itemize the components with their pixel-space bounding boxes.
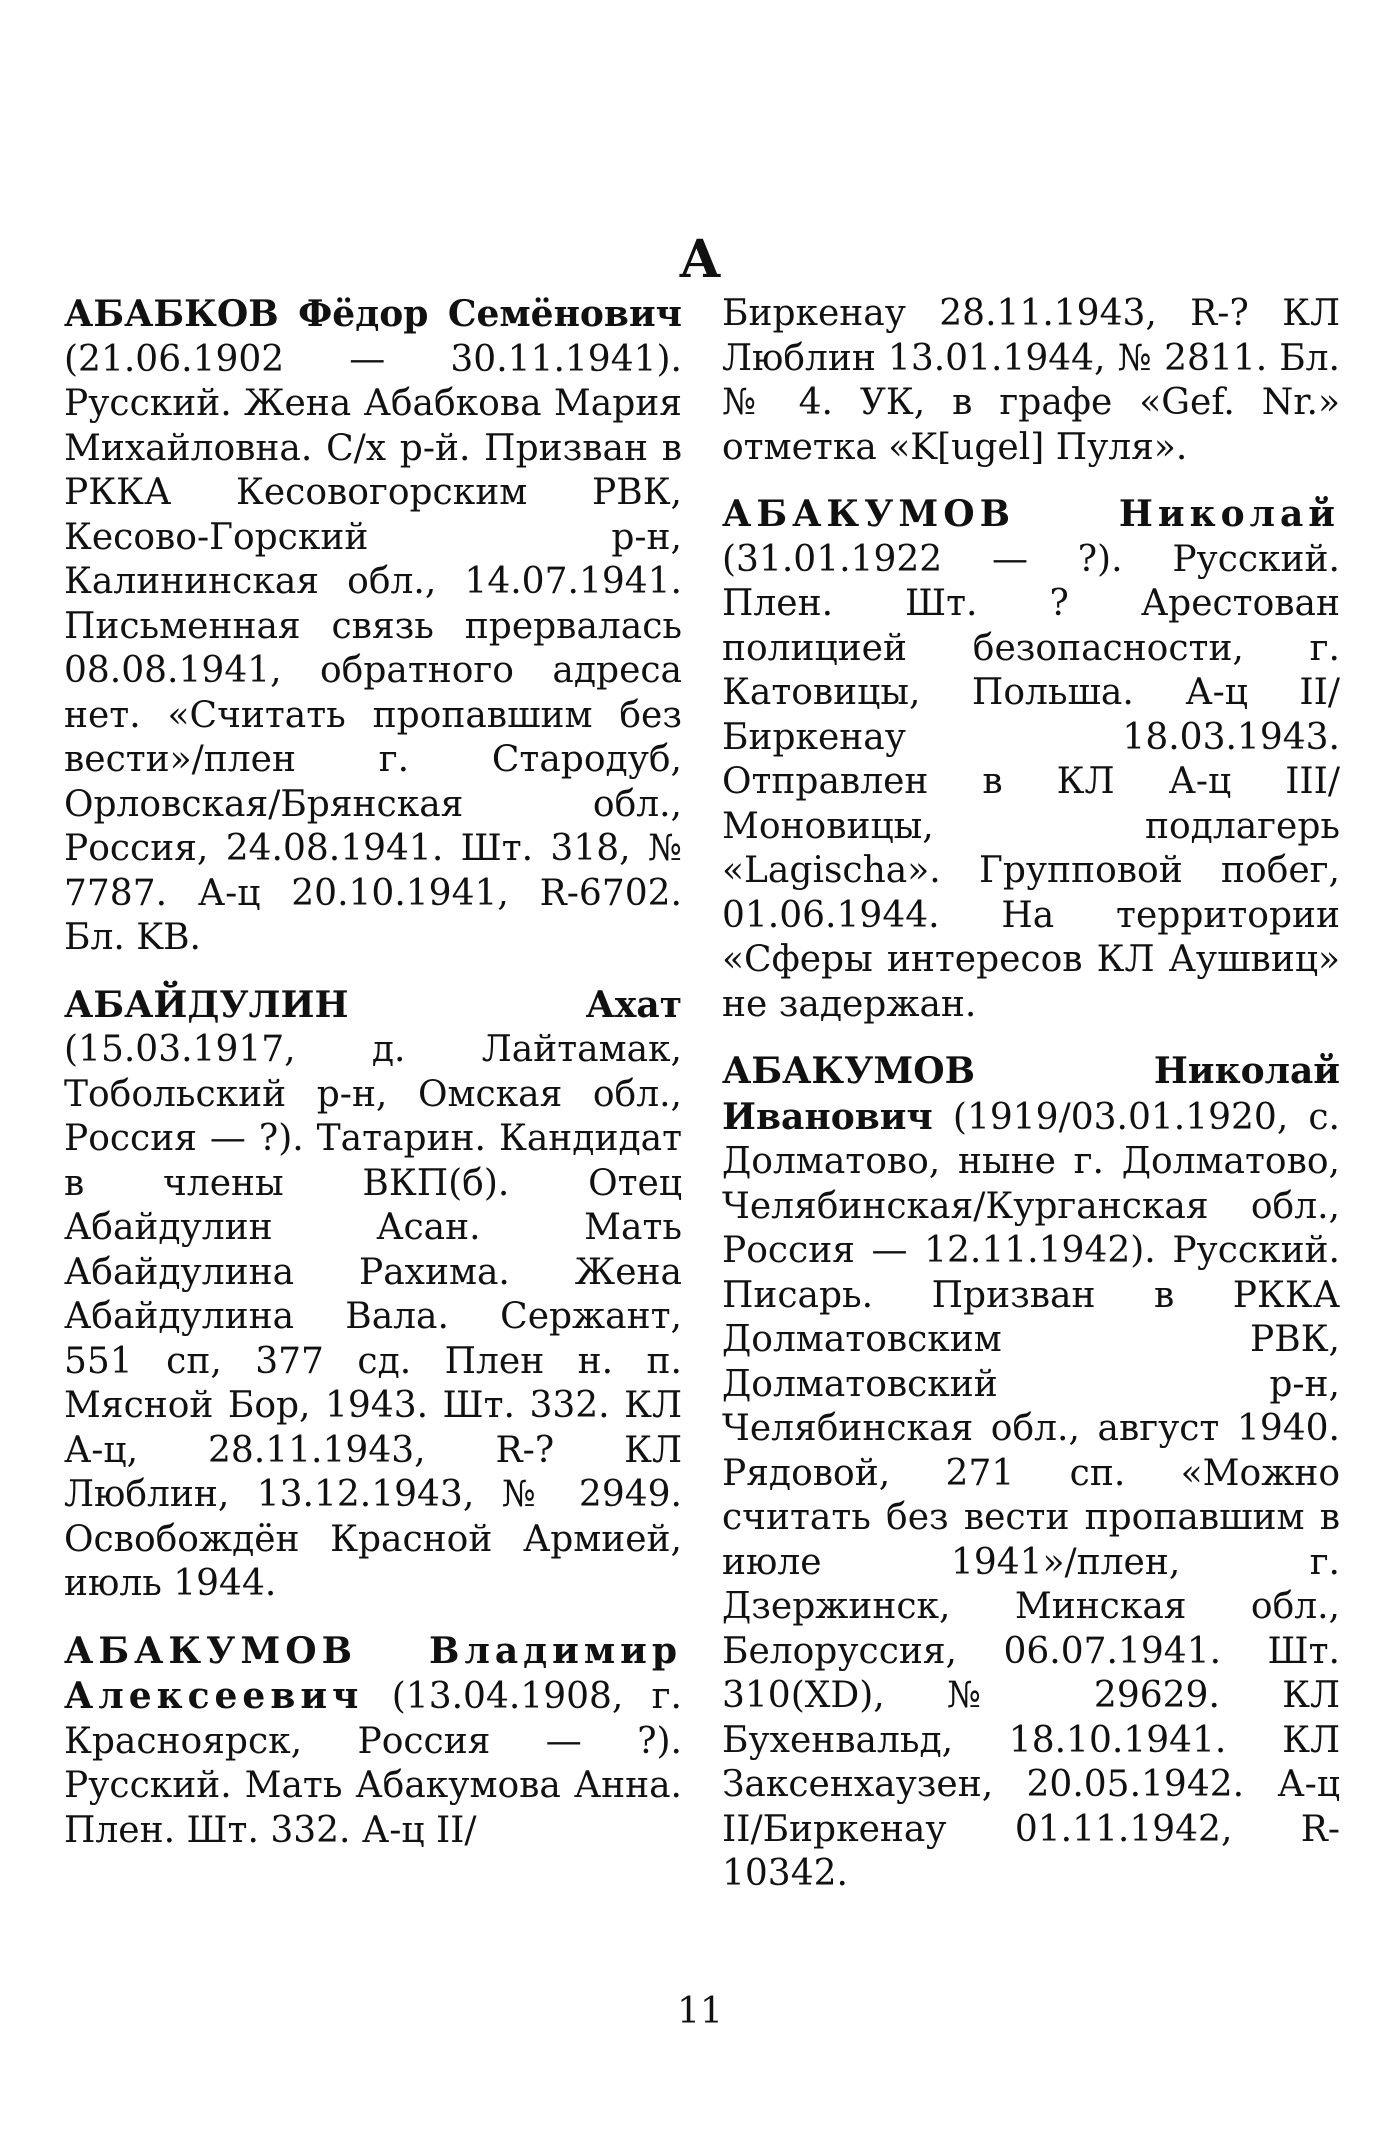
entry-text: Биркенау 28.11.1943, R-? КЛ Люблин 13.01.1944, № 2811. Бл. № 4. УК, в графе «Gef. Nr.» отметка «K[ugel] Пуля». [722, 293, 1340, 468]
entry-abakumov-nikolay [722, 492, 1340, 1027]
entry-name: АБАБКОВ Фёдор Семёнович [64, 293, 682, 335]
entry-text: (15.03.1917, д. Лайтамак, Тобольский р-н, Омская обл., Россия — ?). Татарин. Кандидат в члены ВКП(б). Отец Абайдулин Асан. Мать Абайдулина Рахима. Жена Абайдулина Вала. Сержант, 551 сп, 377 сд. Плен н. п. Мясной Бор, 1943. Шт. 332. КЛ А-ц, 28.11.1943, R-? КЛ Люблин, 13.12.1943, № 2949. Освобождён Красной Армией, июль 1944. [64, 1029, 682, 1604]
entry-name: АБАКУМОВ Владимир Алексеевич [64, 1629, 682, 1717]
entry-name: АБАКУМОВ Николай Иванович [722, 1050, 1340, 1138]
right-column [722, 292, 1340, 1919]
entry-text: (1919/03.01.1920, с. Долматово, ныне г. Долматово, Челябинская/Курганская обл., Россия — 12.11.1942). Русский. Писарь. Призван в РККА Долматовским РВК, Долматовский р-н, Челябинская обл., август 1940. Рядовой, 271 сп. «Можно считать без вести пропавшим в июле 1941»/плен, г. Дзержинск, Минская обл., Белоруссия, 06.07.1941. Шт. 310(XD), № 29629. КЛ Бухенвальд, 18.10.1941. КЛ Заксенхаузен, 20.05.1942. А-ц II/Биркенау 01.11.1942, R-10342. [722, 1096, 1340, 1894]
page-number: 11 [677, 1991, 723, 2032]
entry-text: (21.06.1902 — 30.11.1941). Русский. Жена Абабкова Мария Михайловна. С/х р-й. Призван в РККА Кесовогорским РВК, Кесово-Горский р-н, Калининская обл., 14.07.1941. Письменная связь прервалась 08.08.1941, обратного адреса нет. «Считать пропавшим без вести»/плен г. Стародуб, Орловская/Брянская обл., Россия, 24.08.1941. Шт. 318, № 7787. А-ц 20.10.1941, R-6702. Бл. KB. [64, 338, 682, 958]
entry-ababkov-fedor [64, 292, 682, 961]
entry-abaydulin-akhat [64, 983, 682, 1607]
entry-name: АБАКУМОВ Николай [722, 493, 1340, 535]
left-column [64, 292, 682, 1875]
entry-text: (31.01.1922 — ?). Русский. Плен. Шт. ? Арестован полицией безопасности, г. Катовицы, Польша. А-ц II/Биркенау 18.03.1943. Отправлен в КЛ А-ц III/Моновицы, подлагерь «Lagischa». Групповой побег, 01.06.1944. На территории «Сферы интересов КЛ Аушвиц» не задержан. [722, 538, 1340, 1025]
entry-name: АБАЙДУЛИН Ахат [64, 983, 682, 1026]
entry-abakumov-nikolay-ivanovich [722, 1049, 1340, 1897]
entry-abakumov-vladimir [64, 1629, 682, 1854]
entry-text: (13.04.1908, г. Красноярск, Россия — ?). Русский. Мать Абакумова Анна. Плен. Шт. 332. А-ц II/ [64, 1676, 682, 1851]
entry-continuation [722, 292, 1340, 470]
section-letter-heading: А [678, 229, 722, 290]
